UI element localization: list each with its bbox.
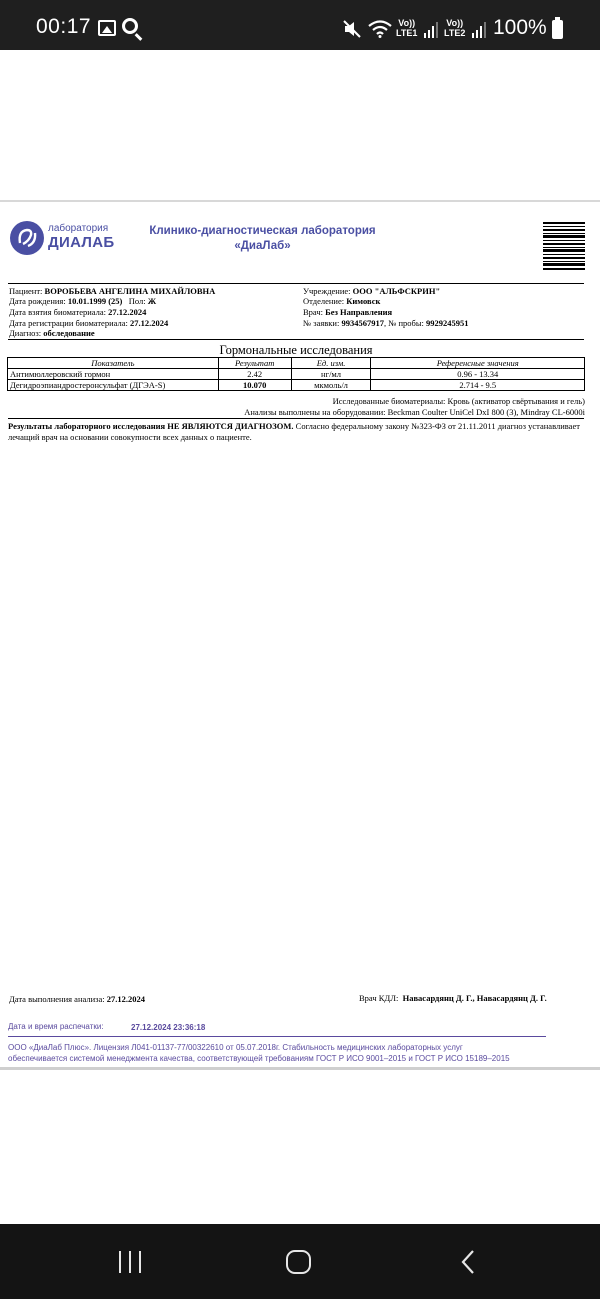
reg-date-value: 27.12.2024 <box>129 318 169 328</box>
mute-icon <box>342 20 362 38</box>
row-indicator: Дегидроэпиандростеронсульфат (ДГЭА-S) <box>8 380 219 391</box>
sample-label: , № пробы: <box>383 318 424 328</box>
row-result: 10.070 <box>218 380 291 391</box>
search-icon <box>122 18 138 34</box>
col-header-reference: Референсные значения <box>371 358 585 369</box>
department-label: Отделение: <box>303 296 345 306</box>
lte1-indicator <box>396 18 417 38</box>
gallery-icon <box>98 20 116 36</box>
wifi-icon <box>368 20 392 38</box>
institution-row <box>303 286 440 296</box>
back-icon[interactable] <box>460 1250 476 1274</box>
diagnosis-row <box>9 328 95 338</box>
diagnosis-label: Диагноз: <box>9 328 42 338</box>
sample-date-row <box>9 307 146 317</box>
department-row <box>303 296 380 306</box>
lte2-top: Vo)) <box>446 18 464 28</box>
row-indicator: Антимюллеровский гормон <box>8 369 219 380</box>
results-divider <box>8 418 584 419</box>
lte2-indicator <box>444 18 465 38</box>
battery-percent: 100% <box>493 16 547 39</box>
table-row <box>8 369 585 380</box>
table-row <box>8 380 585 391</box>
battery-icon <box>552 20 563 39</box>
lab-doctor-value: Навасардянц Д. Г., Навасардянц Д. Г. <box>402 993 547 1003</box>
lte2-bottom: LTE2 <box>444 28 466 38</box>
lab-title <box>140 224 385 254</box>
order-row <box>303 318 469 328</box>
row-reference: 2.714 - 9.5 <box>371 380 585 391</box>
lab-doctor-label: Врач КДЛ: <box>359 993 399 1003</box>
equipment-note: Анализы выполнены на оборудовании: Beckman Coulter UniCel DxI 800 (3), Mindray CL-6000i <box>244 407 585 417</box>
lab-title-line1: Клинико-диагностическая лаборатория <box>149 225 376 237</box>
col-header-result: Результат <box>218 358 291 369</box>
home-icon[interactable] <box>286 1250 311 1274</box>
department-value: Кимовск <box>346 296 381 306</box>
order-label: № заявки: <box>303 318 340 328</box>
institution-label: Учреждение: <box>303 286 351 296</box>
barcode-icon <box>543 222 585 270</box>
lab-title-line2: «ДиаЛаб» <box>234 240 291 252</box>
reg-date-label: Дата регистрации биоматериала: <box>9 318 128 328</box>
referring-doctor-value: Без Направления <box>325 307 393 317</box>
print-datetime-row <box>8 1022 206 1032</box>
status-bar <box>0 0 600 50</box>
patient-dob-row <box>9 296 156 306</box>
analysis-date-value: 27.12.2024 <box>106 994 145 1004</box>
biomaterial-note: Исследованные биоматериалы: Кровь (активатор свёртывания и гель) <box>332 396 585 406</box>
license-line2: обеспечивается системой менеджмента качества, соответствующей требованиям ГОСТ Р ИСО 9001–2015 и ГОСТ Р ИСО 15189–2015 <box>8 1054 510 1063</box>
analysis-date-label: Дата выполнения анализа: <box>9 994 105 1004</box>
dob-label: Дата рождения: <box>9 296 66 306</box>
row-reference: 0.96 - 13.34 <box>371 369 585 380</box>
section-title: Гормональные исследования <box>219 343 373 357</box>
analysis-date-row <box>9 994 145 1004</box>
sample-number: 9929245951 <box>426 318 469 328</box>
order-number: 9934567917 <box>341 318 384 328</box>
sample-date-value: 27.12.2024 <box>108 307 147 317</box>
sex-value: Ж <box>147 296 157 306</box>
disclaimer-bold: Результаты лабораторного исследования НЕ ЯВЛЯЮТСЯ ДИАГНОЗОМ. <box>8 421 294 431</box>
signal-bars-1-icon <box>424 22 440 38</box>
row-result: 2.42 <box>218 369 291 380</box>
col-header-indicator: Показатель <box>8 358 219 369</box>
reg-date-row <box>9 318 168 328</box>
disclaimer-text: Согласно федеральному закону №323-ФЗ от 21.11.2011 диагноз устанавливает лечащий врач на основании совокупности всех данных о пациенте. <box>8 421 580 442</box>
print-datetime-label: Дата и время распечатки: <box>8 1022 104 1031</box>
logo-subtitle: лаборатория <box>48 223 109 234</box>
license-text <box>8 1042 510 1064</box>
license-line1: ООО «ДиаЛаб Плюс». Лицензия Л041-01137-77/00322610 от 05.07.2018г. Стабильность медицинских лабораторных услуг <box>8 1043 463 1052</box>
row-unit: мкмоль/л <box>291 380 371 391</box>
print-datetime-value: 27.12.2024 23:36:18 <box>131 1023 206 1032</box>
navigation-bar <box>0 1224 600 1299</box>
sample-date-label: Дата взятия биоматериала: <box>9 307 106 317</box>
results-table <box>7 357 585 391</box>
logo-name: ДИАЛАБ <box>48 234 115 251</box>
lab-report-page[interactable] <box>0 200 600 1070</box>
sex-label: Пол: <box>128 296 146 306</box>
dob-value: 10.01.1999 (25) <box>67 296 123 306</box>
recent-apps-icon[interactable] <box>119 1251 143 1273</box>
lab-doctor-row <box>359 993 547 1003</box>
signal-bars-2-icon <box>472 22 488 38</box>
lte1-top: Vo)) <box>398 18 416 28</box>
patient-label: Пациент: <box>9 286 43 296</box>
col-header-unit: Ед. изм. <box>291 358 371 369</box>
header-divider <box>8 283 584 284</box>
disclaimer <box>8 421 588 443</box>
lte1-bottom: LTE1 <box>396 28 418 38</box>
row-unit: нг/мл <box>291 369 371 380</box>
referring-doctor-row <box>303 307 392 317</box>
info-divider <box>8 339 584 340</box>
patient-name-row <box>9 286 215 296</box>
status-time: 00:17 <box>36 15 92 38</box>
dialab-logo-icon <box>10 221 44 255</box>
results-table-header <box>8 358 585 369</box>
referring-doctor-label: Врач: <box>303 307 323 317</box>
patient-name: ВОРОБЬЕВА АНГЕЛИНА МИХАЙЛОВНА <box>44 286 216 296</box>
footer-divider <box>8 1036 546 1037</box>
diagnosis-value: обследование <box>43 328 95 338</box>
institution-name: ООО "АЛЬФСКРИН" <box>352 286 441 296</box>
